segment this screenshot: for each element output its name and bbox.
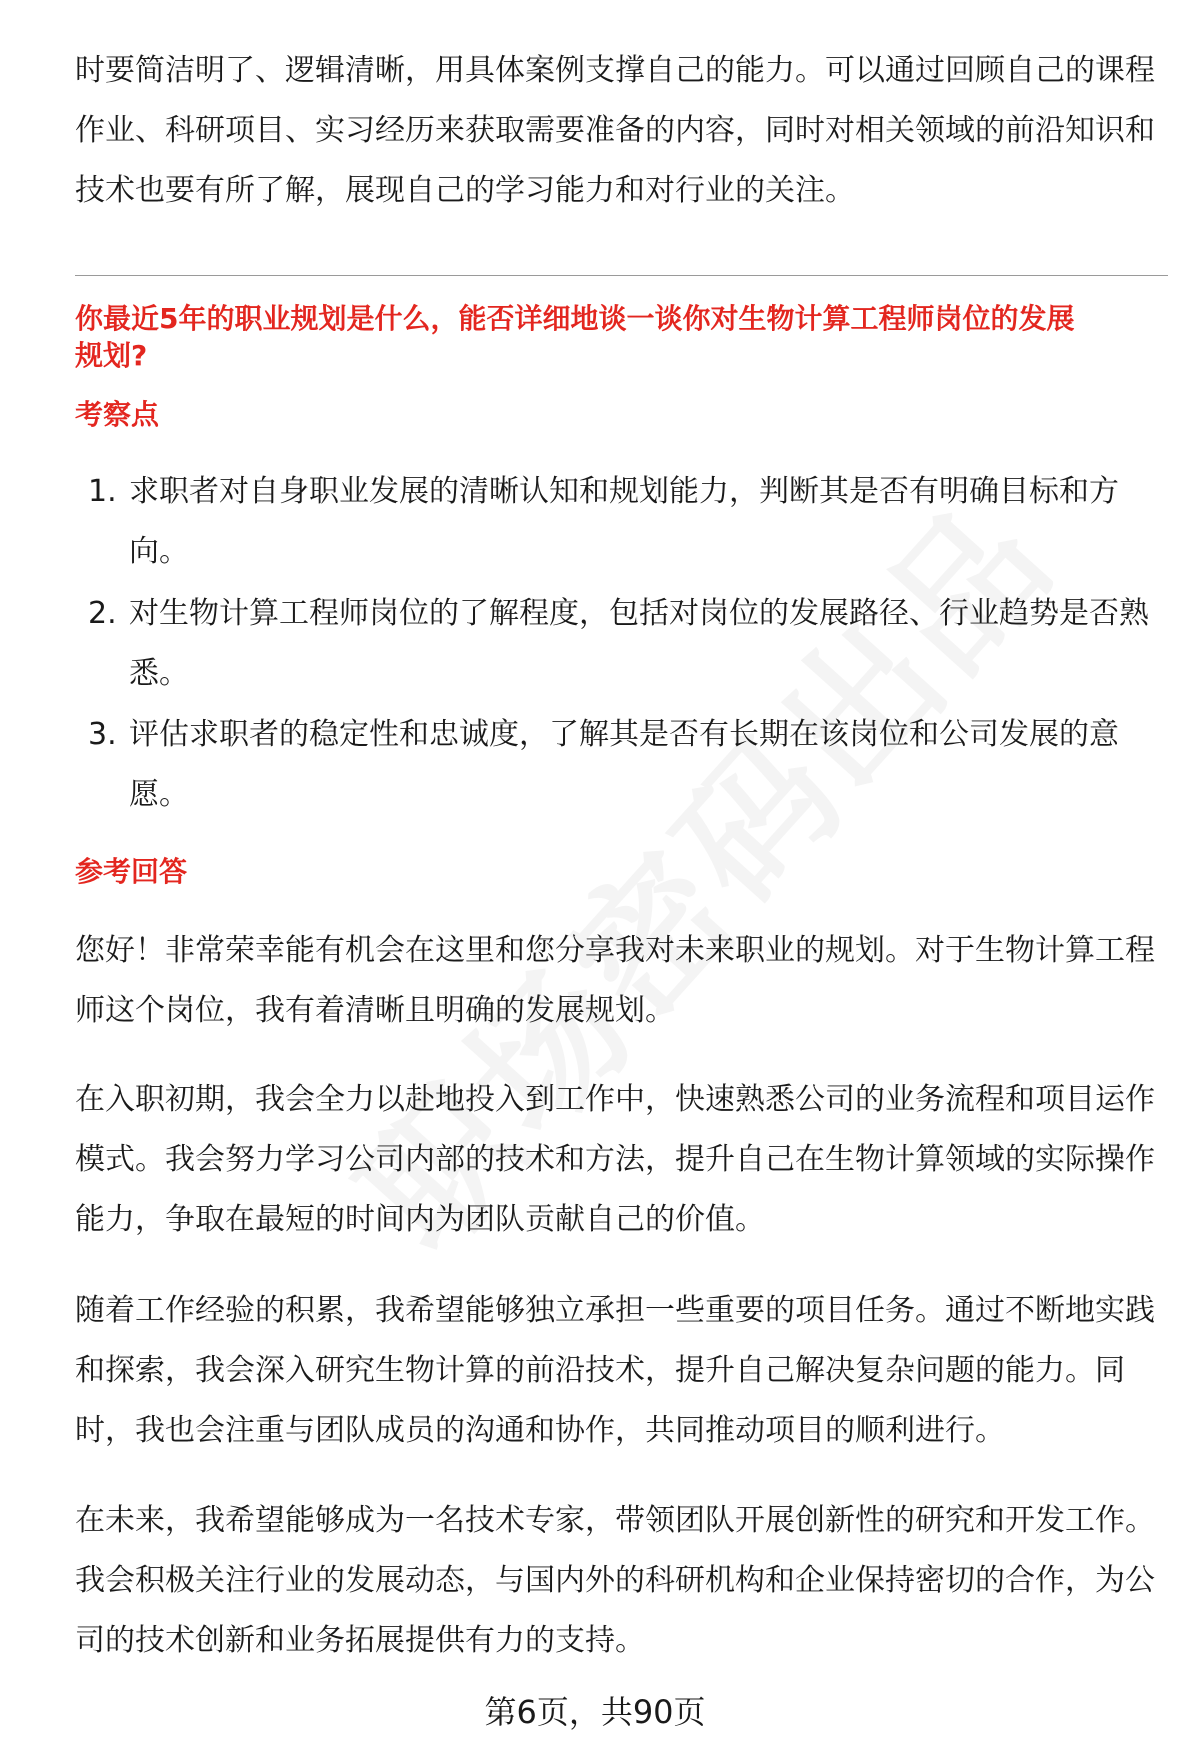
- text-line: 能力，争取在最短的时间内为团队贡献自己的价值。: [75, 1202, 765, 1237]
- text-line: 悉。: [129, 656, 189, 691]
- list-item-number: 2.: [88, 596, 117, 631]
- text-line: 在未来，我希望能够成为一名技术专家，带领团队开展创新性的研究和开发工作。: [75, 1503, 1155, 1538]
- section-divider: [75, 275, 1168, 276]
- answer-paragraph: [75, 1281, 1175, 1461]
- text-line: 随着工作经验的积累，我希望能够独立承担一些重要的项目任务。通过不断地实践: [75, 1293, 1155, 1328]
- text-line: 求职者对自身职业发展的清晰认知和规划能力，判断其是否有明确目标和方: [129, 474, 1119, 509]
- text-line: 我会积极关注行业的发展动态，与国内外的科研机构和企业保持密切的合作，为公: [75, 1563, 1155, 1598]
- answer-paragraph: [75, 1491, 1175, 1671]
- list-item-number: 1.: [88, 474, 117, 509]
- text-line: 技术也要有所了解，展现自己的学习能力和对行业的关注。: [75, 173, 855, 208]
- text-line: 在入职初期，我会全力以赴地投入到工作中，快速熟悉公司的业务流程和项目运作: [75, 1082, 1155, 1117]
- text-line: 时要简洁明了、逻辑清晰，用具体案例支撑自己的能力。可以通过回顾自己的课程: [75, 53, 1155, 88]
- answer-paragraph: [75, 921, 1175, 1041]
- text-line: 司的技术创新和业务拓展提供有力的支持。: [75, 1623, 645, 1658]
- text-line: 师这个岗位，我有着清晰且明确的发展规划。: [75, 993, 675, 1028]
- text-line: 向。: [129, 534, 189, 569]
- answer-heading: 参考回答: [75, 855, 188, 888]
- text-line: 时，我也会注重与团队成员的沟通和协作，共同推动项目的顺利进行。: [75, 1413, 1005, 1448]
- text-line: 对生物计算工程师岗位的了解程度，包括对岗位的发展路径、行业趋势是否熟: [129, 596, 1149, 631]
- intro-paragraph: [75, 41, 1175, 221]
- page-number: 第6页，共90页: [484, 1693, 706, 1731]
- text-line: 愿。: [129, 777, 189, 812]
- text-line: 模式。我会努力学习公司内部的技术和方法，提升自己在生物计算领域的实际操作: [75, 1142, 1155, 1177]
- focus-heading: 考察点: [75, 398, 160, 431]
- text-line: 评估求职者的稳定性和忠诚度，了解其是否有长期在该岗位和公司发展的意: [129, 717, 1119, 752]
- question-line: 规划?: [75, 339, 148, 372]
- question-title: [75, 300, 1175, 374]
- text-line: 和探索，我会深入研究生物计算的前沿技术，提升自己解决复杂问题的能力。同: [75, 1353, 1125, 1388]
- list-item-number: 3.: [88, 717, 117, 752]
- question-line: 你最近5年的职业规划是什么，能否详细地谈一谈你对生物计算工程师岗位的发展: [75, 302, 1075, 335]
- text-line: 作业、科研项目、实习经历来获取需要准备的内容，同时对相关领域的前沿知识和: [75, 113, 1155, 148]
- answer-paragraph: [75, 1070, 1175, 1250]
- text-line: 您好！非常荣幸能有机会在这里和您分享我对未来职业的规划。对于生物计算工程: [75, 933, 1155, 968]
